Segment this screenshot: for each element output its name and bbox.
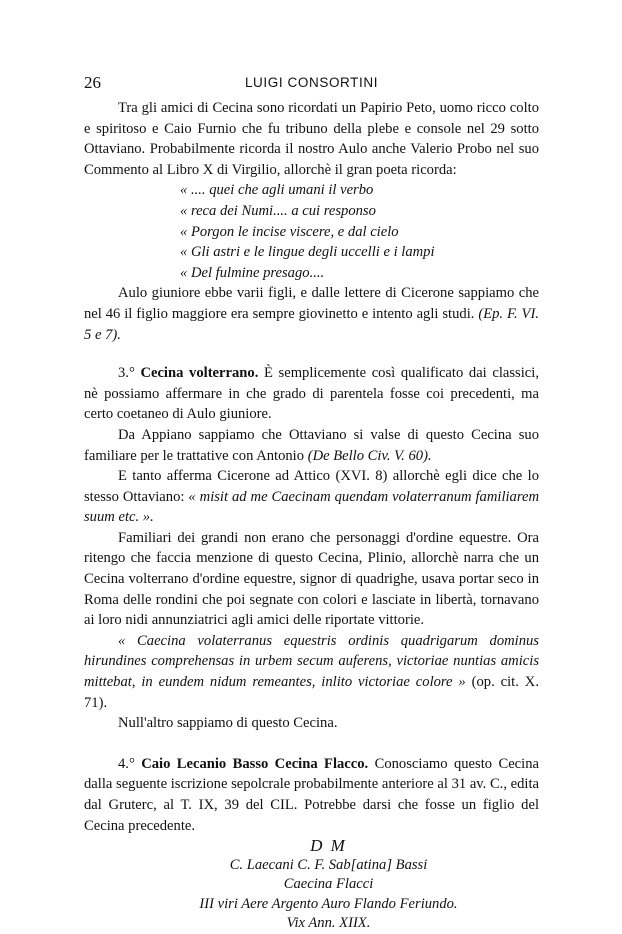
paragraph-amici: Tra gli amici di Cecina sono ricordati un Papirio Peto, uomo ricco colto e spiritoso e Caio Furnio che fu tribuno della plebe e console nel 29 sotto Ottaviano. Probabilmente ricorda il nostro Aulo anche Valerio Probo nel suo Commento al Libro X di Virgilio, allorchè il gran poeta ricorda: [84,100,539,178]
verse-line: « Gli astri e le lingue degli uccelli e i lampi [180,244,435,261]
section-3-number: 3.° [118,365,135,382]
inscription-line: III viri Aere Argento Auro Flando Feriundo. [199,895,458,912]
paragraph-cicerone [84,466,539,528]
inscription-line: C. Laecani C. F. Sab[atina] Bassi [229,856,428,873]
section-3-text: È semplicemente così qualificato dai classici, nè possiamo affermare in che grado di parentela fosse coi precedenti, ma certo coetaneo di Aulo giuniore. [84,365,539,423]
inscription-line: Caecina Flacci [283,876,374,893]
inscription-line: Vix Ann. XIIX. [286,915,371,932]
inscription [84,836,539,934]
verse-line: « Del fulmine presago.... [180,264,325,281]
verse-line: « .... quei che agli umani il verbo [180,182,374,199]
section-4-intro [84,754,539,836]
latin-quote-plinio: « Caecina volaterranus equestris ordinis quadrigarum dominus hirundines comprehensas in urbem secum auferens, victoriae nuntias amicis mittebat, in eundem nidum remeantes, inlito victoriae colore » [84,632,539,691]
verse-quote [146,180,539,283]
paragraph-appiano [84,425,539,466]
page-number: 26 [84,73,101,92]
paragraph-familiari: Familiari dei grandi non erano che personaggi d'ordine equestre. Ora ritengo che faccia menzione di questo Cecina, Plinio, allorchè narra che un Cecina volterrano d'ordine equestre, signor di quadrighe, usava portar seco in Roma delle rondini che poi segnate con colori e lasciate in libertà, tornavano ai loro nidi annunziatrici agli amici delle riportate vittorie. [84,529,539,629]
verse-line: « Porgon le incise viscere, e dal cielo [180,223,399,240]
page-header [84,73,539,95]
section-4-number: 4.° [118,755,135,772]
paragraph-nullaltro: Null'altro sappiamo di questo Cecina. [118,715,338,732]
inscription-line: D M [310,836,347,856]
verse-line: « reca dei Numi.... a cui responso [180,202,376,219]
section-3-intro [84,363,539,425]
section-gap [84,345,539,363]
paragraph-aulo-text: Aulo giuniore ebbe varii figli, e dalle lettere di Cicerone sappiamo che nel 46 il figlio maggiore era sempre giovinetto e intento agli studi. [84,285,539,322]
paragraph-cicerone-text: E tanto afferma Cicerone ad Attico (XVI. 8) allorchè egli dice che lo stesso Ottaviano: [84,468,539,505]
section-4-heading: Caio Lecanio Basso Cecina Flacco. [141,755,369,772]
citation-op-cit: (op. cit. X. 71). [84,674,539,711]
latin-quote-misit: « misit ad me Caecinam quendam volaterranum familiarem suum etc. ». [84,488,539,526]
paragraph-aulo [84,283,539,345]
page-body [84,98,539,934]
paragraph-appiano-text: Da Appiano sappiamo che Ottaviano si valse di questo Cecina suo familiare per le trattative con Antonio [84,426,539,464]
section-gap [84,734,539,754]
citation-de-bello: (De Bello Civ. V. 60). [307,447,432,464]
section-4-text: Conosciamo questo Cecina dalla seguente iscrizione sepolcrale probabilmente anteriore al 31 av. C., edita dal Gruterc, al T. IX, 39 del CIL. Potrebbe darsi che fosse un figlio del Cecina precedente. [84,755,539,834]
section-3-heading: Cecina volterrano. [140,365,259,382]
citation-ep-f: (Ep. F. VI. 5 e 7). [84,305,539,343]
paragraph-plinio-latin [84,631,539,713]
running-title: LUIGI CONSORTINI [244,75,379,90]
